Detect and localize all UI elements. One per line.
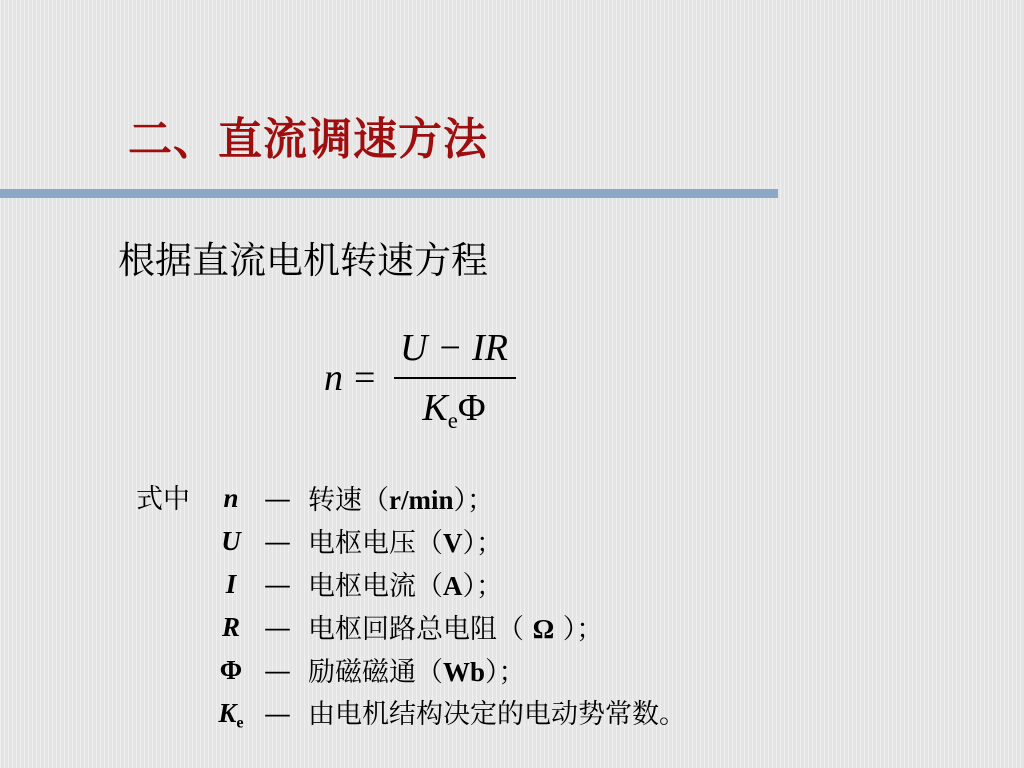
definition-tail: ）； [453, 485, 494, 516]
definition-label: 励磁磁通（ [308, 657, 443, 688]
definition-tail: ）； [462, 528, 503, 559]
definition-tail: ）； [462, 571, 503, 602]
fraction-bar [394, 377, 516, 379]
equation-lhs: n [324, 357, 343, 399]
definition-row-n [136, 478, 816, 521]
definition-unit: Ω [532, 614, 555, 644]
slide-subtitle: 根据直流电机转速方程 [118, 239, 488, 282]
definition-row-phi [136, 650, 816, 693]
definition-symbol: Φ [219, 655, 243, 685]
definition-unit: r/min [389, 485, 454, 515]
definition-dash: — [264, 613, 291, 644]
definition-symbol: I [225, 569, 237, 599]
definition-symbol: R [221, 612, 240, 642]
definition-text [308, 609, 603, 650]
definition-symbol-subscript: e [236, 713, 244, 732]
definition-dash: — [264, 527, 291, 558]
definition-label: 电枢电流（ [308, 571, 443, 602]
equation-denominator [392, 386, 516, 443]
definition-text [308, 566, 503, 607]
equation-equals: = [354, 357, 376, 399]
definition-label: 电枢回路总电阻（ [308, 614, 533, 645]
definition-label: 电枢电压（ [308, 528, 443, 559]
definition-unit: A [443, 571, 463, 601]
definition-unit: V [443, 528, 463, 558]
definition-label: 转速（ [308, 485, 389, 516]
definition-symbol-k: K [218, 698, 237, 728]
definition-text [308, 480, 494, 521]
definitions-intro: 式中 [136, 484, 190, 515]
definition-text [308, 652, 526, 693]
definition-tail: ）； [485, 657, 526, 688]
definition-dash: — [264, 484, 291, 515]
definition-label: 由电机结构决定的电动势常数。 [308, 699, 686, 730]
definition-dash: — [264, 699, 291, 730]
definition-tail: ）； [554, 614, 604, 645]
definition-symbol [210, 693, 252, 743]
definition-symbol: U [221, 526, 241, 556]
definition-unit: Wb [443, 657, 486, 687]
slide-title: 二、直流调速方法 [128, 114, 488, 165]
equation-numerator: U − IR [400, 327, 508, 369]
title-divider [0, 189, 778, 198]
definition-text [308, 695, 686, 735]
definition-row-u [136, 521, 816, 564]
definition-row-r [136, 607, 816, 650]
definition-dash: — [264, 656, 291, 687]
definitions-list [136, 478, 816, 736]
definition-symbol: n [223, 483, 239, 513]
definition-row-i [136, 564, 816, 607]
speed-equation [320, 326, 540, 446]
definition-row-ke [136, 693, 816, 736]
definition-text [308, 523, 503, 564]
denominator-k-subscript: e [447, 407, 458, 433]
denominator-phi: Φ [457, 387, 486, 429]
definition-dash: — [264, 570, 291, 601]
denominator-k: K [422, 387, 448, 429]
